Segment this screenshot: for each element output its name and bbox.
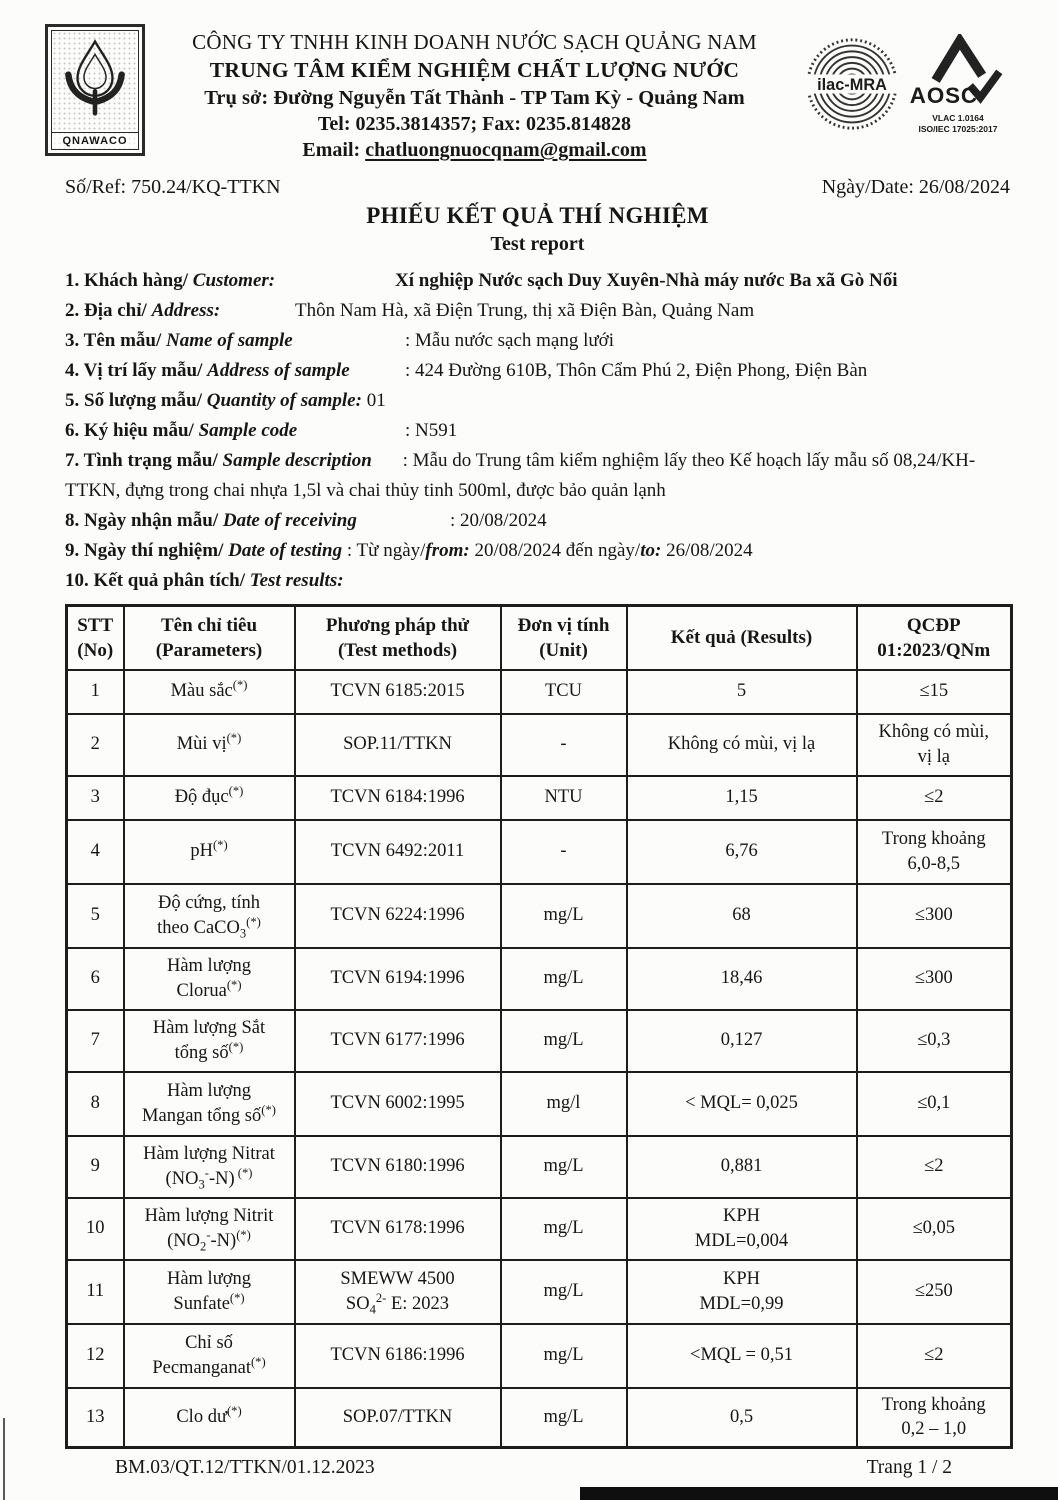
tel-fax: Tel: 0235.3814357; Fax: 0235.814828 — [317, 113, 632, 135]
info-label-en: Quantity of sample: — [206, 390, 362, 411]
aosc-vlac-label: VLAC 1.0164 — [932, 113, 984, 123]
cell-limit: ≤0,05 — [857, 1198, 1012, 1260]
report-subtitle: Test report — [490, 233, 585, 255]
cell-method: TCVN 6185:2015 — [295, 670, 501, 714]
info-value: : 424 Đường 610B, Thôn Cẩm Phú 2, Điện Phong, Điện Bàn — [405, 360, 868, 381]
cell-no: 3 — [67, 776, 124, 820]
cell-parameter: Hàm lượng Sắt tổng số(*) — [124, 1010, 295, 1072]
info-label-vi: 5. Số lượng mẫu/ — [65, 390, 203, 411]
info-label-en: Date of receiving — [222, 510, 357, 531]
qnawaco-logo — [45, 24, 145, 156]
cell-unit: mg/L — [501, 948, 627, 1010]
info-label-vi: 10. Kết quả phân tích/ — [65, 570, 246, 591]
letterhead-center — [145, 24, 804, 162]
svg-text:ilac-MRA: ilac-MRA — [817, 75, 887, 94]
info-label-vi: 3. Tên mẫu/ — [65, 330, 162, 351]
cell-limit: ≤2 — [857, 1324, 1012, 1388]
cell-result: 0,127 — [627, 1010, 857, 1072]
cell-method: TCVN 6177:1996 — [295, 1010, 501, 1072]
cell-method: SMEWW 4500 $SO_4^{2-}$ E: 2023 — [295, 1260, 501, 1324]
cell-unit: mg/L — [501, 1388, 627, 1448]
info-value: : Mẫu do Trung tâm kiểm nghiệm lấy theo Kế hoạch lấy mẫu số 08,24/KH-TTKN, đựng trong chai nhựa 1,5l và chai thủy tinh 500ml, được bảo quản lạnh — [65, 450, 976, 501]
cell-unit: mg/L — [501, 1324, 627, 1388]
cell-parameter: Hàm lượng Clorua(*) — [124, 948, 295, 1010]
info-label-en: Test results: — [249, 570, 344, 591]
info-sample-name — [65, 326, 1010, 356]
cell-unit: mg/L — [501, 1010, 627, 1072]
cell-method: SOP.11/TTKN — [295, 714, 501, 776]
accreditation-logos — [804, 34, 1010, 139]
ref-row — [65, 176, 1010, 199]
info-value: Thôn Nam Hà, xã Điện Trung, thị xã Điện Bàn, Quảng Nam — [295, 300, 755, 321]
results-table — [65, 604, 1013, 1449]
cell-result: 68 — [627, 884, 857, 948]
cell-no: 9 — [67, 1136, 124, 1198]
cell-method: TCVN 6184:1996 — [295, 776, 501, 820]
sample-info — [65, 266, 1010, 596]
col-header-result: Kết quả (Results) — [627, 606, 857, 670]
info-sample-quantity — [65, 386, 1010, 416]
email-line — [149, 139, 800, 162]
table-row — [67, 1388, 1012, 1448]
company-name: CÔNG TY TNHH KINH DOANH NƯỚC SẠCH QUẢNG NAM — [192, 30, 757, 54]
cell-unit: TCU — [501, 670, 627, 714]
table-header-row — [67, 606, 1012, 670]
center-name: TRUNG TÂM KIỂM NGHIỆM CHẤT LƯỢNG NƯỚC — [209, 58, 740, 82]
scan-artifact-bar — [580, 1487, 1058, 1500]
cell-limit: ≤2 — [857, 1136, 1012, 1198]
cell-parameter: Hàm lượng Nitrat $(NO_3^--N)$ (*) — [124, 1136, 295, 1198]
aosc-logo — [906, 34, 1010, 135]
cell-result: 6,76 — [627, 820, 857, 884]
cell-no: 8 — [67, 1072, 124, 1136]
info-value: : Mẫu nước sạch mạng lưới — [405, 330, 615, 351]
cell-unit: mg/L — [501, 1136, 627, 1198]
cell-parameter: Hàm lượng Sunfate(*) — [124, 1260, 295, 1324]
cell-method: TCVN 6180:1996 — [295, 1136, 501, 1198]
info-label-en: Date of testing — [228, 540, 343, 561]
cell-result: < MQL= 0,025 — [627, 1072, 857, 1136]
cell-parameter: Hàm lượng Mangan tổng số(*) — [124, 1072, 295, 1136]
info-label-en: Name of sample — [166, 330, 293, 351]
info-label-vi: 8. Ngày nhận mẫu/ — [65, 510, 219, 531]
cell-parameter: Clo dư(*) — [124, 1388, 295, 1448]
cell-limit: ≤2 — [857, 776, 1012, 820]
info-value: : Từ ngày/from: 20/08/2024 đến ngày/to: 26/08/2024 — [342, 540, 753, 561]
cell-method: TCVN 6194:1996 — [295, 948, 501, 1010]
cell-unit: mg/L — [501, 884, 627, 948]
footer-page-number: Trang 1 / 2 — [866, 1457, 952, 1478]
cell-result: Không có mùi, vị lạ — [627, 714, 857, 776]
cell-parameter: Hàm lượng Nitrit $(NO_2^--N)^{(*)}$ — [124, 1198, 295, 1260]
cell-parameter: pH(*) — [124, 820, 295, 884]
info-label-vi: 6. Ký hiệu mẫu/ — [65, 420, 194, 441]
col-header-parameter: Tên chỉ tiêu (Parameters) — [124, 606, 295, 670]
svg-text:AOSC: AOSC — [909, 82, 978, 108]
info-customer — [65, 266, 1010, 296]
cell-no: 2 — [67, 714, 124, 776]
info-date-testing — [65, 536, 1010, 566]
aosc-iso-label: ISO/IEC 17025:2017 — [918, 124, 998, 135]
cell-method: TCVN 6178:1996 — [295, 1198, 501, 1260]
table-row — [67, 670, 1012, 714]
cell-method: TCVN 6224:1996 — [295, 884, 501, 948]
footer-doc-code: BM.03/QT.12/TTKN/01.12.2023 — [115, 1457, 375, 1478]
cell-no: 12 — [67, 1324, 124, 1388]
scan-artifact-edge — [3, 1418, 5, 1500]
table-row — [67, 1072, 1012, 1136]
info-sample-code — [65, 416, 1010, 446]
info-label-en: Address of sample — [207, 360, 350, 381]
cell-unit: - — [501, 820, 627, 884]
info-label-vi: 4. Vị trí lấy mẫu/ — [65, 360, 203, 381]
cell-limit: ≤250 — [857, 1260, 1012, 1324]
cell-unit: mg/l — [501, 1072, 627, 1136]
col-header-method: Phương pháp thử (Test methods) — [295, 606, 501, 670]
table-row — [67, 776, 1012, 820]
report-date: Ngày/Date: 26/08/2024 — [821, 176, 1010, 198]
cell-no: 1 — [67, 670, 124, 714]
cell-result: 0,881 — [627, 1136, 857, 1198]
info-label-en: Customer: — [192, 270, 276, 291]
cell-result: <MQL = 0,51 — [627, 1324, 857, 1388]
ilac-mra-logo — [804, 34, 900, 139]
cell-limit: Không có mùi, vị lạ — [857, 714, 1012, 776]
cell-result: 5 — [627, 670, 857, 714]
cell-parameter: Độ cứng, tính theo CaCO$_3$(*) — [124, 884, 295, 948]
table-row — [67, 1010, 1012, 1072]
col-header-no: STT (No) — [67, 606, 124, 670]
info-sample-description — [65, 446, 1010, 506]
cell-no: 11 — [67, 1260, 124, 1324]
qnawaco-logo-label: QNAWACO — [52, 132, 138, 149]
cell-parameter: Màu sắc(*) — [124, 670, 295, 714]
cell-method: TCVN 6492:2011 — [295, 820, 501, 884]
cell-no: 5 — [67, 884, 124, 948]
col-header-unit: Đơn vị tính (Unit) — [501, 606, 627, 670]
cell-unit: NTU — [501, 776, 627, 820]
cell-method: SOP.07/TTKN — [295, 1388, 501, 1448]
table-row — [67, 1136, 1012, 1198]
info-label-en: Sample code — [198, 420, 298, 441]
info-label-vi: 7. Tình trạng mẫu/ — [65, 450, 218, 471]
document-footer — [65, 1457, 1010, 1479]
table-row — [67, 820, 1012, 884]
cell-no: 6 — [67, 948, 124, 1010]
cell-limit: ≤300 — [857, 884, 1012, 948]
letterhead — [62, 24, 1010, 162]
email-label: Email: — [302, 139, 366, 161]
table-row — [67, 884, 1012, 948]
email-address: chatluongnuocqnam@gmail.com — [365, 139, 647, 161]
cell-result: 0,5 — [627, 1388, 857, 1448]
info-label-vi: 9. Ngày thí nghiệm/ — [65, 540, 224, 561]
cell-parameter: Độ đục(*) — [124, 776, 295, 820]
info-date-receiving — [65, 506, 1010, 536]
table-row — [67, 714, 1012, 776]
cell-result: KPH MDL=0,99 — [627, 1260, 857, 1324]
table-row — [67, 948, 1012, 1010]
cell-limit: ≤0,3 — [857, 1010, 1012, 1072]
cell-no: 7 — [67, 1010, 124, 1072]
ref-number: Số/Ref: 750.24/KQ-TTKN — [65, 176, 281, 198]
fingerprint-circle-icon — [804, 34, 900, 134]
aosc-check-icon — [906, 34, 1010, 108]
cell-limit: Trong khoảng 0,2 – 1,0 — [857, 1388, 1012, 1448]
cell-no: 13 — [67, 1388, 124, 1448]
info-label-vi: 2. Địa chỉ/ — [65, 300, 147, 321]
cell-result: KPH MDL=0,004 — [627, 1198, 857, 1260]
table-row — [67, 1198, 1012, 1260]
cell-parameter: Mùi vị(*) — [124, 714, 295, 776]
col-header-limit: QCĐP 01:2023/QNm — [857, 606, 1012, 670]
cell-no: 4 — [67, 820, 124, 884]
info-value: : N591 — [405, 420, 458, 441]
cell-unit: mg/L — [501, 1198, 627, 1260]
info-label-en: Sample description — [222, 450, 372, 471]
info-label-vi: 1. Khách hàng/ — [65, 270, 189, 291]
info-label-en: Address: — [151, 300, 221, 321]
cell-limit: ≤0,1 — [857, 1072, 1012, 1136]
info-test-results-heading — [65, 566, 1010, 596]
table-row — [67, 1260, 1012, 1324]
cell-limit: ≤15 — [857, 670, 1012, 714]
water-drop-hands-icon — [52, 31, 138, 132]
cell-method: TCVN 6186:1996 — [295, 1324, 501, 1388]
cell-limit: Trong khoảng 6,0-8,5 — [857, 820, 1012, 884]
hq-address: Trụ sở: Đường Nguyễn Tất Thành - TP Tam Kỳ - Quảng Nam — [204, 87, 745, 109]
cell-result: 18,46 — [627, 948, 857, 1010]
info-value: : 20/08/2024 — [450, 510, 547, 531]
info-value: Xí nghiệp Nước sạch Duy Xuyên-Nhà máy nước Ba xã Gò Nổi — [395, 270, 898, 291]
cell-method: TCVN 6002:1995 — [295, 1072, 501, 1136]
cell-no: 10 — [67, 1198, 124, 1260]
cell-unit: - — [501, 714, 627, 776]
cell-parameter: Chỉ số Pecmanganat(*) — [124, 1324, 295, 1388]
cell-result: 1,15 — [627, 776, 857, 820]
cell-limit: ≤300 — [857, 948, 1012, 1010]
table-row — [67, 1324, 1012, 1388]
report-title: PHIẾU KẾT QUẢ THÍ NGHIỆM — [366, 203, 709, 228]
info-value: 01 — [361, 390, 386, 411]
cell-unit: mg/L — [501, 1260, 627, 1324]
info-sample-address — [65, 356, 1010, 386]
info-address — [65, 296, 1010, 326]
